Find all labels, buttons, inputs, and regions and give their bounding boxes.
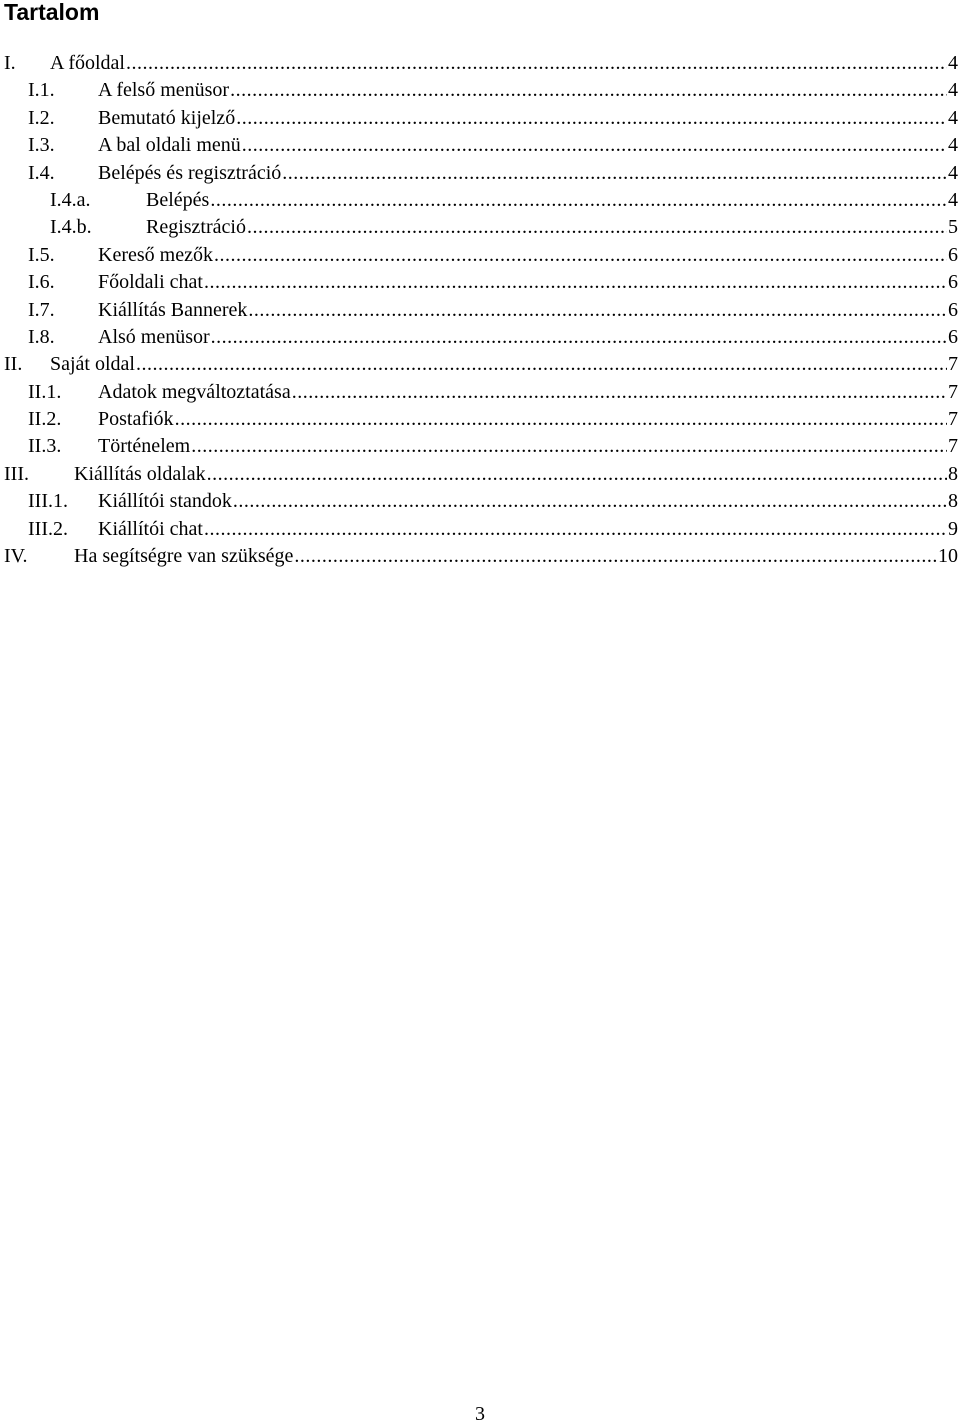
toc-entry-number: I.1. [28, 79, 55, 102]
toc-entry-number: I.4. [28, 161, 55, 184]
toc-entry-page: 7 [948, 435, 958, 458]
toc-entry-number: IV. [4, 545, 28, 568]
toc-entry-label: Kiállítói chat [98, 517, 203, 540]
toc-entry[interactable] [0, 351, 958, 378]
toc-entry-number: III.2. [28, 517, 68, 540]
toc-entry-page: 6 [948, 325, 958, 348]
toc-entry-page: 4 [948, 161, 958, 184]
toc-leader-dots [126, 50, 947, 77]
toc-leader-dots [236, 105, 947, 132]
toc-entry-label: Adatok megváltoztatása [98, 380, 291, 403]
toc-list [0, 50, 958, 570]
toc-entry-page: 7 [948, 380, 958, 403]
toc-leader-dots [175, 406, 947, 433]
toc-entry-page: 9 [948, 517, 958, 540]
toc-entry-label: Regisztráció [146, 216, 246, 239]
toc-entry-label: Belépés [146, 188, 210, 211]
toc-entry[interactable] [0, 406, 958, 433]
toc-entry[interactable] [0, 50, 958, 77]
toc-entry-label: Saját oldal [50, 353, 135, 376]
toc-leader-dots [282, 160, 947, 187]
toc-entry[interactable] [0, 297, 958, 324]
toc-entry-label: Ha segítségre van szüksége [74, 545, 294, 568]
toc-entry-number: II. [4, 353, 23, 376]
toc-entry-number: I. [4, 52, 16, 74]
toc-entry-label: Kiállítás oldalak [74, 462, 206, 485]
toc-leader-dots [191, 433, 947, 460]
toc-entry-page: 8 [948, 490, 958, 513]
toc-entry-page: 6 [948, 271, 958, 294]
toc-entry[interactable] [0, 516, 958, 543]
toc-entry[interactable] [0, 242, 958, 269]
toc-entry[interactable] [0, 379, 958, 406]
toc-leader-dots [204, 269, 947, 296]
toc-entry-number: II.2. [28, 408, 62, 431]
toc-entry[interactable] [0, 461, 958, 488]
toc-entry[interactable] [0, 269, 958, 296]
toc-entry-page: 8 [948, 462, 958, 485]
toc-title: Tartalom [4, 0, 100, 25]
toc-entry[interactable] [0, 187, 958, 214]
toc-entry-label: Postafiók [98, 408, 174, 431]
toc-leader-dots [210, 187, 947, 214]
page-number: 3 [475, 1403, 485, 1425]
toc-entry-number: II.1. [28, 380, 62, 403]
toc-entry-label: A főoldal [50, 52, 125, 74]
toc-entry-number: I.6. [28, 271, 55, 294]
toc-leader-dots [233, 488, 947, 515]
toc-entry-label: Kereső mezők [98, 243, 213, 266]
toc-entry-number: I.4.a. [50, 188, 91, 211]
toc-entry-label: Bemutató kijelző [98, 106, 236, 129]
toc-entry-number: I.7. [28, 298, 55, 321]
toc-entry-page: 4 [948, 52, 958, 74]
toc-entry-page: 6 [948, 298, 958, 321]
toc-leader-dots [292, 379, 947, 406]
toc-leader-dots [204, 516, 947, 543]
toc-entry-number: I.5. [28, 243, 55, 266]
toc-entry-number: III.1. [28, 490, 68, 513]
toc-entry-page: 7 [948, 408, 958, 431]
toc-entry[interactable] [0, 488, 958, 515]
toc-entry-number: I.2. [28, 106, 55, 129]
toc-entry[interactable] [0, 433, 958, 460]
toc-entry-page: 4 [948, 188, 958, 211]
toc-entry-label: Alsó menüsor [98, 325, 210, 348]
toc-entry[interactable] [0, 105, 958, 132]
toc-entry-page: 4 [948, 79, 958, 102]
toc-leader-dots [294, 543, 937, 570]
toc-entry[interactable] [0, 543, 958, 570]
toc-entry-number: I.8. [28, 325, 55, 348]
toc-entry-label: A bal oldali menü [98, 134, 241, 157]
toc-entry-label: Kiállítói standok [98, 490, 232, 513]
toc-entry-number: II.3. [28, 435, 62, 458]
toc-leader-dots [211, 324, 947, 351]
toc-entry-number: III. [4, 462, 29, 485]
toc-entry-page: 7 [948, 353, 958, 376]
toc-entry[interactable] [0, 132, 958, 159]
toc-entry-page: 10 [938, 545, 958, 568]
toc-leader-dots [247, 214, 947, 241]
toc-entry[interactable] [0, 214, 958, 241]
toc-entry[interactable] [0, 160, 958, 187]
toc-leader-dots [214, 242, 947, 269]
toc-entry-page: 4 [948, 134, 958, 157]
toc-leader-dots [248, 297, 947, 324]
toc-entry-page: 5 [948, 216, 958, 239]
toc-leader-dots [207, 461, 947, 488]
toc-leader-dots [230, 77, 947, 104]
toc-entry-label: Főoldali chat [98, 271, 203, 294]
toc-leader-dots [242, 132, 947, 159]
toc-entry-label: Történelem [98, 435, 191, 458]
toc-entry-number: I.3. [28, 134, 55, 157]
toc-entry-number: I.4.b. [50, 216, 92, 239]
toc-entry[interactable] [0, 324, 958, 351]
toc-entry-page: 6 [948, 243, 958, 266]
toc-entry-label: Kiállítás Bannerek [98, 298, 248, 321]
toc-entry[interactable] [0, 77, 958, 104]
toc-entry-label: Belépés és regisztráció [98, 161, 282, 184]
toc-leader-dots [136, 351, 947, 378]
toc-entry-page: 4 [948, 106, 958, 129]
toc-entry-label: A felső menüsor [98, 79, 230, 102]
